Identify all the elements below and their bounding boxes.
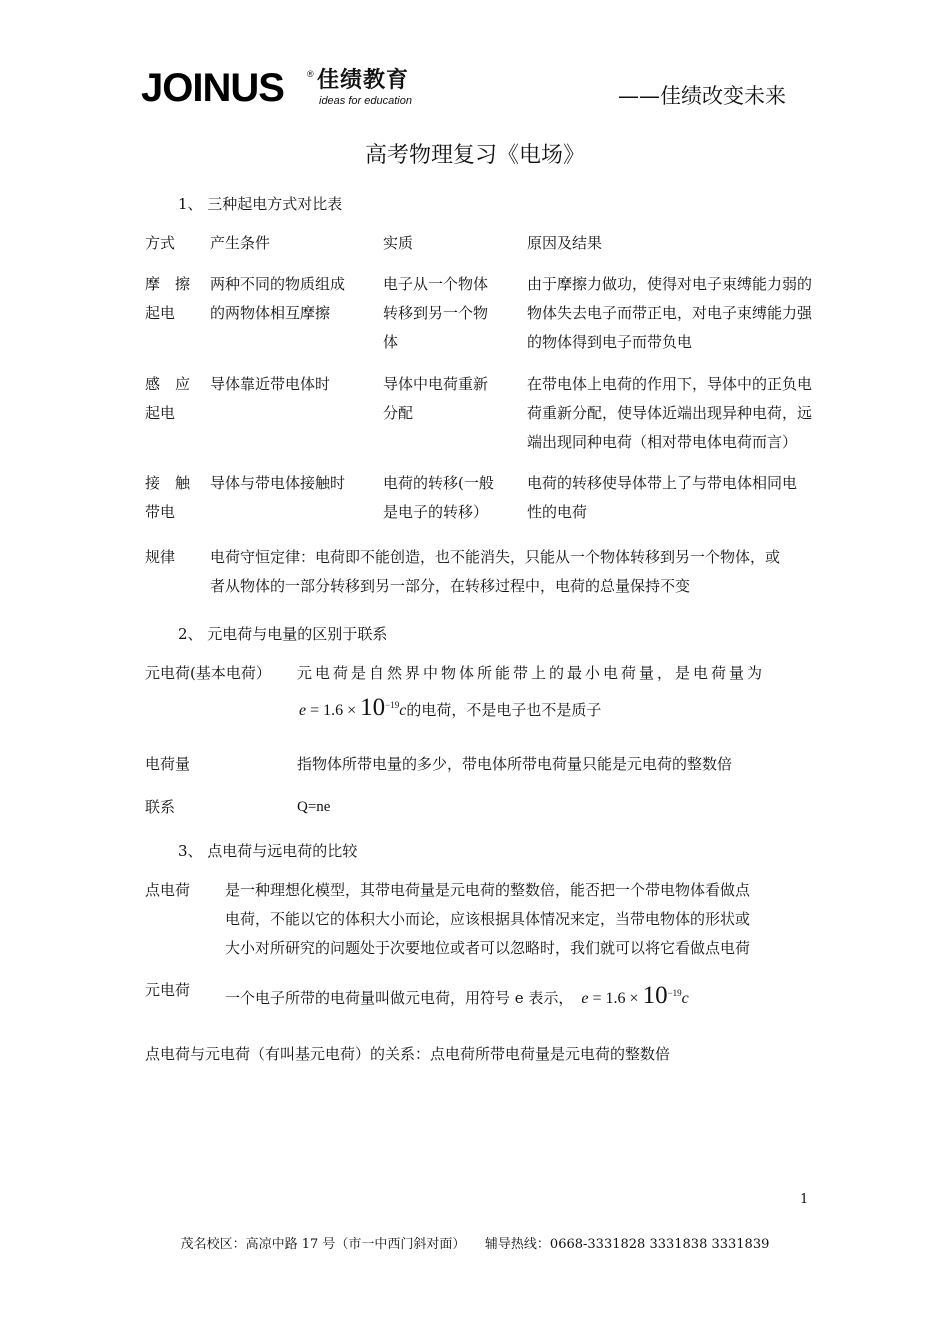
cell-result: 电荷的转移使导体带上了与带电体相同电 性的电荷 <box>527 474 798 521</box>
cell-condition: 导体靠近带电体时 <box>210 375 331 393</box>
page-number: 1 <box>800 1192 809 1207</box>
footer-contact: 茂名校区：高凉中路 17 号（市一中西门斜对面） 辅导热线：0668-3331828 3331838 3331839 <box>180 1237 770 1252</box>
charge-formula: $e = 1.6 \times 10^{-19}c$的电荷，不是电子也不是质子 <box>299 694 602 721</box>
logo-wordmark: JOINUS <box>141 66 284 110</box>
cell-method: 摩 擦 起电 <box>145 275 191 322</box>
charge-quantity-label: 电荷量 <box>145 755 191 773</box>
elem-charge-text: 元电荷是自然界中物体所能带上的最小电荷量，是电荷量为 <box>297 664 766 682</box>
charge-quantity-text: 指物体所带电量的多少，带电体所带电荷量只能是元电荷的整数倍 <box>297 755 733 773</box>
cell-result: 由于摩擦力做功，使得对电子束缚能力弱的 物体失去电子而带正电，对电子束缚能力强 的物体得到电子而带负电 <box>527 275 813 351</box>
elem-charge-def: 一个电子所带的电荷量叫做元电荷，用符号 e 表示， $e = 1.6 \times 10^{-19}c$ <box>225 982 689 1009</box>
elem-charge-label: 元电荷(基本电荷） <box>145 664 271 682</box>
table-row <box>145 270 190 328</box>
col-header-result: 原因及结果 <box>527 234 603 252</box>
relation-statement: 点电荷与元电荷（有叫基元电荷）的关系：点电荷所带电荷量是元电荷的整数倍 <box>145 1045 671 1063</box>
cell-result: 在带电体上电荷的作用下，导体中的正负电 荷重新分配，使导体近端出现异种电荷，远 端出现同种电荷（相对带电体电荷而言） <box>527 375 813 451</box>
logo-chinese: 佳绩教育 <box>317 68 410 93</box>
point-charge-label: 点电荷 <box>145 881 191 899</box>
cell-condition: 导体与带电体接触时 <box>210 474 346 492</box>
law-text: 电荷守恒定律：电荷即不能创造，也不能消失，只能从一个物体转移到另一个物体，或 者从物体的一部分转移到另一部分，在转移过程中，电荷的总量保持不变 <box>210 548 781 595</box>
logo-tagline: ideas for education <box>319 95 412 107</box>
cell-method: 接 触 带电 <box>145 474 191 521</box>
col-header-essence: 实质 <box>383 234 414 252</box>
col-header-condition: 产生条件 <box>210 234 271 252</box>
cell-essence: 电荷的转移(一般 是电子的转移） <box>383 474 494 521</box>
law-label: 规律 <box>145 548 176 566</box>
cell-condition: 两种不同的物质组成 的两物体相互摩擦 <box>210 275 346 322</box>
page-title: 高考物理复习《电场》 <box>364 143 585 168</box>
point-charge-text: 是一种理想化模型，其带电荷量是元电荷的整数倍，能否把一个带电物体看做点 电荷，不能以它的体积大小而论，应该根据具体情况来定，当带电物体的形状或 大小对所研究的问题处于次要地位或者可以忽略时，我们就可以将它看做点电荷 <box>225 881 751 957</box>
logo <box>141 67 419 110</box>
section1-heading: 1、 三种起电方式对比表 <box>178 195 343 213</box>
relation-formula: Q=ne <box>297 799 331 815</box>
elem-charge-label-2: 元电荷 <box>145 981 191 999</box>
cell-method: 感 应 起电 <box>145 375 191 422</box>
relation-label: 联系 <box>145 798 176 816</box>
slogan: ——佳绩改变未来 <box>618 84 786 108</box>
col-header-method: 方式 <box>145 234 176 252</box>
cell-essence: 导体中电荷重新 分配 <box>383 375 489 422</box>
registered-mark: ® <box>307 69 314 79</box>
cell-essence: 电子从一个物体 转移到另一个物 体 <box>383 275 489 351</box>
section2-heading: 2、 元电荷与电量的区别于联系 <box>178 625 388 643</box>
section3-heading: 3、 点电荷与远电荷的比较 <box>178 842 358 860</box>
